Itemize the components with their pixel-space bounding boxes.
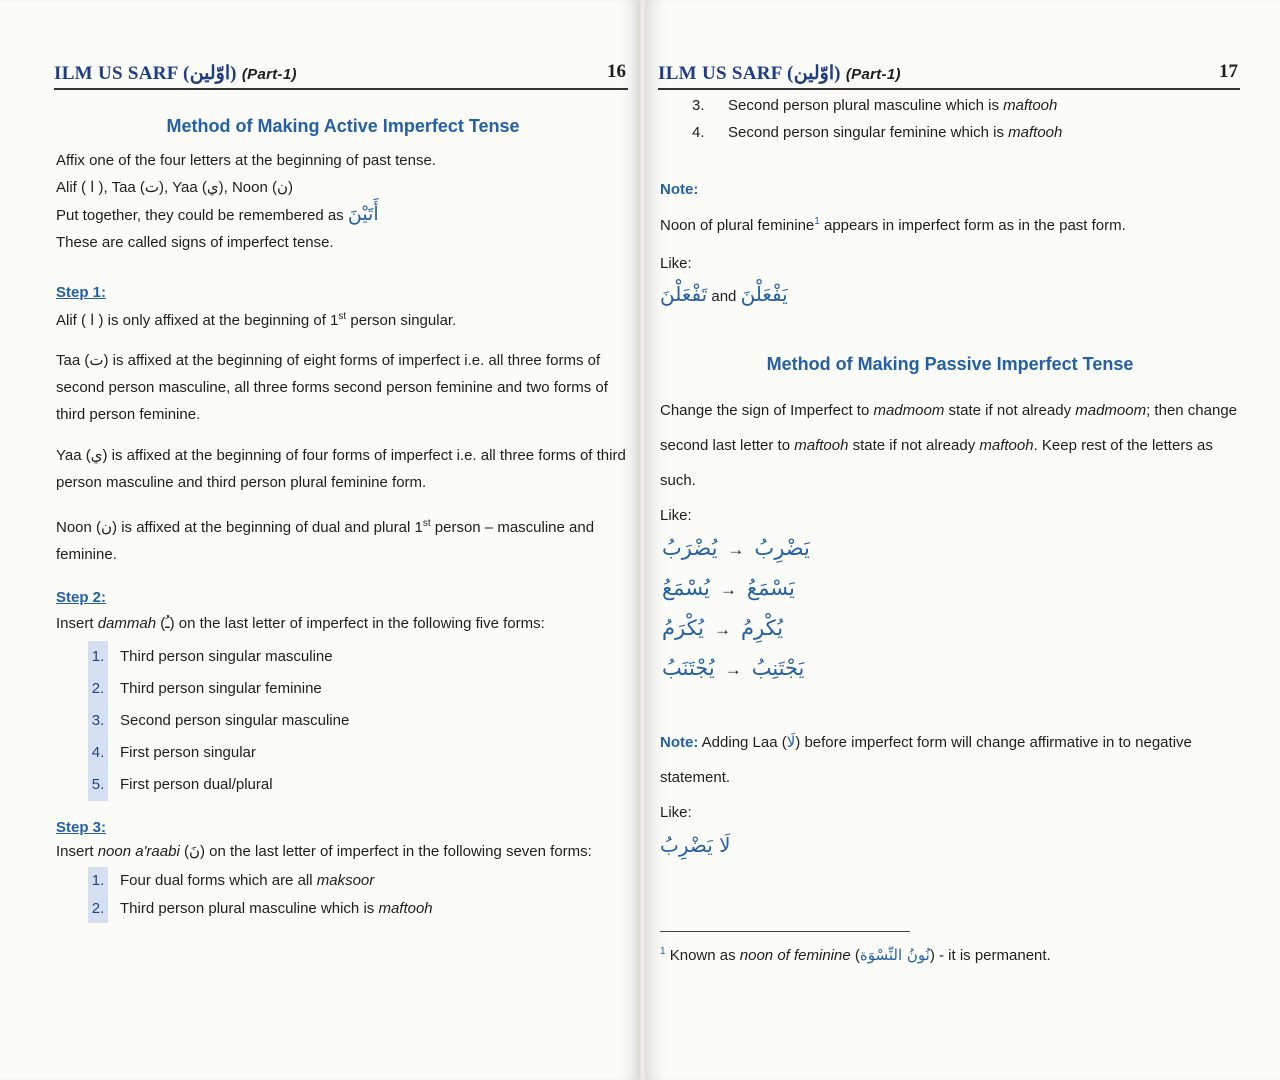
paragraph: Change the sign of Imperfect to madmoom state if not already madmoom; then change second last letter to maftooh state if not already maftooh. Keep rest of the letters as such. (660, 402, 1238, 489)
like-label: Like: (660, 255, 692, 272)
paragraph: Insert noon a'raabi (نَ) on the last letter of imperfect in the following seven forms: (56, 843, 592, 860)
list-item: 2. Third person plural masculine which is maftooh (88, 895, 630, 923)
paragraph: Insert dammah (ـُ) on the last letter of imperfect in the following five forms: (56, 615, 545, 632)
book-title: ILM US SARF (اوّلین) (Part-1) (658, 63, 901, 84)
note-label: Note: (660, 181, 699, 198)
paragraph: Alif ( ا ), Taa (ت), Yaa (ي), Noon (ن) (56, 179, 293, 196)
list-item: 4. First person singular (88, 737, 630, 769)
list-item: 1. Third person singular masculine (88, 641, 630, 673)
running-header (54, 58, 628, 90)
conversion-row: يُكْرِمُ→يُكْرَمُ (662, 616, 784, 640)
step-title: Step 2: (56, 589, 107, 606)
footnote-divider (660, 931, 910, 932)
page-content (660, 92, 1240, 863)
paragraph: These are called signs of imperfect tense. (56, 234, 334, 251)
arabic-example: لَا يَضْرِبُ (660, 833, 731, 857)
page-content (56, 116, 630, 923)
paragraph: Yaa (ي) is affixed at the beginning of four forms of imperfect i.e. all three forms of third person masculine and third person plural feminine form. (56, 447, 626, 491)
arabic-example: تَفْعَلْنَ and يَفْعَلْنَ (660, 282, 788, 306)
arabic-mnemonic: أَتَيْنَ (347, 203, 379, 225)
page-number: 16 (607, 61, 626, 82)
like-label: Like: (660, 507, 692, 524)
paragraph: Note: Adding Laa (لَا) before imperfect form will change affirmative in to negative statement. (660, 733, 1192, 786)
paragraph: Alif ( ا ) is only affixed at the beginning of 1st person singular. (56, 311, 457, 329)
page-number: 17 (1219, 61, 1238, 82)
book-title: ILM US SARF (اوّلین) (Part-1) (54, 63, 297, 84)
conversion-row: يَسْمَعُ→يُسْمَعُ (662, 576, 795, 600)
conversion-row: يَضْرِبُ→يُضْرَبُ (662, 536, 810, 560)
section-heading: Method of Making Active Imperfect Tense (166, 116, 520, 136)
list-item: 1. Four dual forms which are all maksoor (88, 867, 630, 895)
paragraph: Noon (ن) is affixed at the beginning of dual and plural 1st person – masculine and feminine. (56, 518, 595, 563)
paragraph: Taa (ت) is affixed at the beginning of eight forms of imperfect i.e. all three forms of second person masculine, all three forms second person feminine and two forms of third person feminine. (56, 352, 608, 423)
footnote: $^1$ Known as noon of feminine (نُونُ النِّسْوَة) - it is permanent. (660, 946, 1051, 964)
list-item: 3. Second person singular masculine (88, 705, 630, 737)
numbered-list (56, 867, 630, 923)
conversion-examples (660, 529, 1240, 689)
running-header (658, 58, 1240, 90)
step-title: Step 1: (56, 284, 107, 301)
continued-list (660, 92, 1240, 146)
step-title: Step 3: (56, 819, 107, 836)
numbered-list (56, 641, 630, 801)
right-page (646, 0, 1280, 1080)
like-label: Like: (660, 804, 692, 821)
conversion-row: يَجْتَنِبُ→يُجْتَنَبُ (662, 656, 805, 680)
list-item: 4. Second person singular feminine which is maftooh (692, 124, 1063, 141)
paragraph: Affix one of the four letters at the beginning of past tense. (56, 152, 436, 169)
paragraph: Put together, they could be remembered as أَتَيْنَ (56, 203, 379, 225)
list-item: 2. Third person singular feminine (88, 673, 630, 705)
paragraph: Noon of plural feminine$^1$ appears in imperfect form as in the past form. (660, 216, 1126, 234)
list-item: 5. First person dual/plural (88, 769, 630, 801)
list-item: 3. Second person plural masculine which is maftooh (692, 97, 1058, 114)
section-heading: Method of Making Passive Imperfect Tense (766, 354, 1134, 374)
